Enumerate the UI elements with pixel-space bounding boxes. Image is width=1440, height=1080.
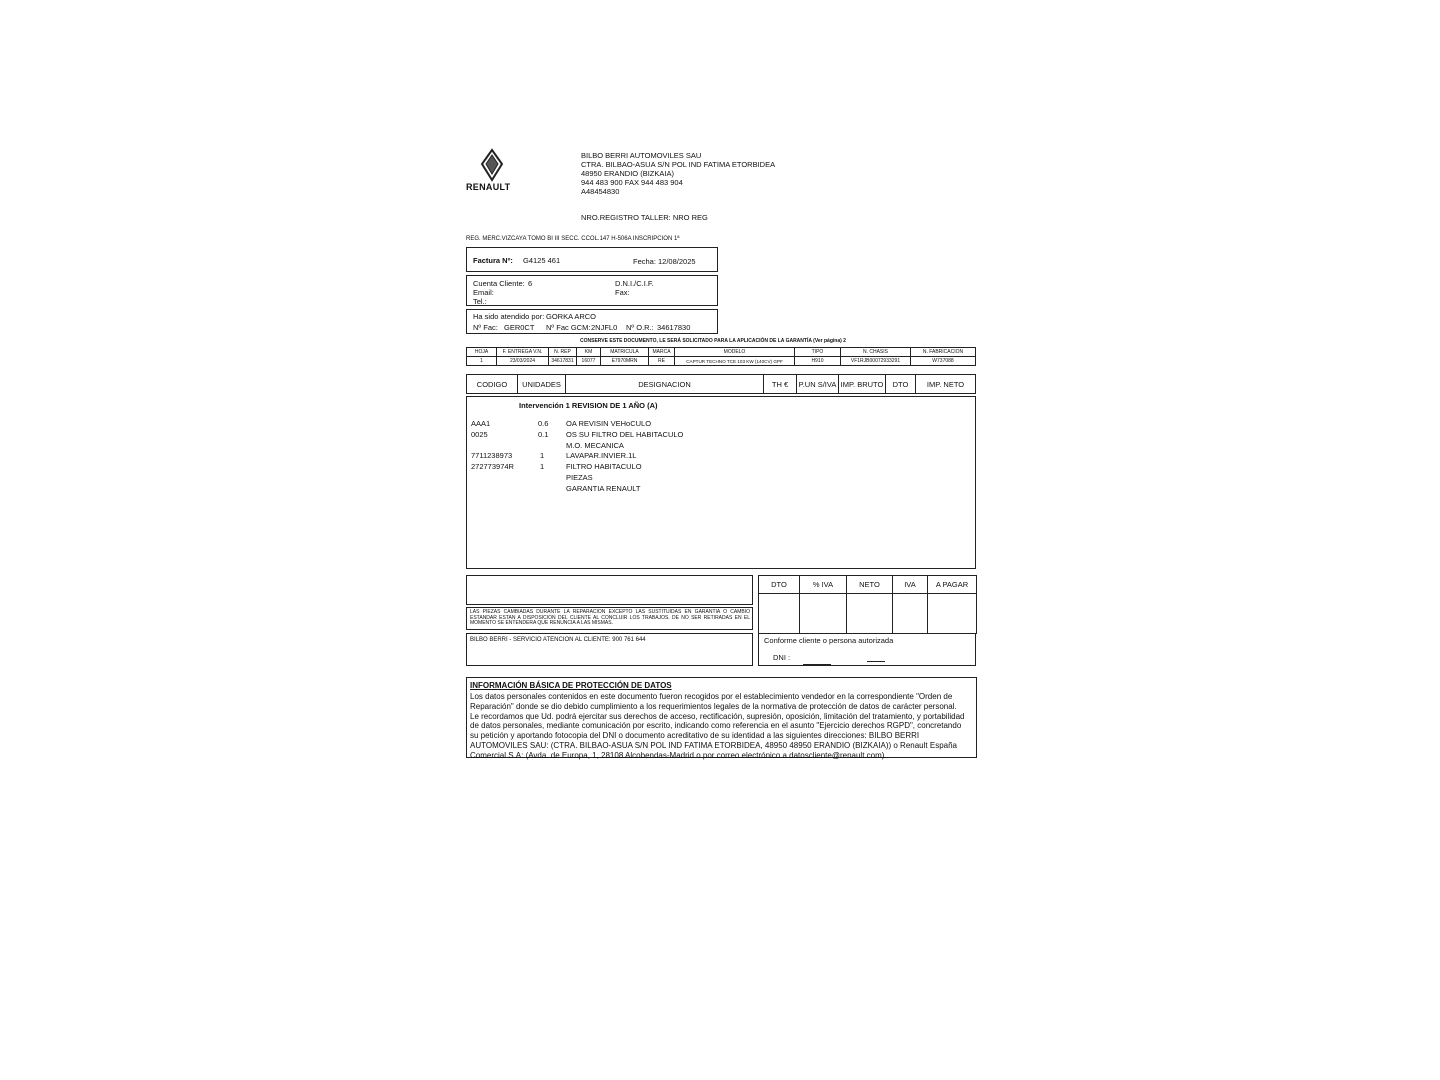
cuenta-value: 6 xyxy=(528,279,533,288)
vehicle-value-row xyxy=(467,357,976,366)
signature-line xyxy=(867,661,885,662)
line-code: 272773974R xyxy=(471,462,514,471)
totals-cell xyxy=(759,594,800,634)
service-box xyxy=(466,633,753,666)
gcm-value: 2NJFL0 xyxy=(591,323,618,332)
service-line: BILBO BERRI - SERVICIO ATENCION AL CLIENTE: 900 761 644 xyxy=(470,637,646,643)
tel-label: Tel.: xyxy=(473,297,487,306)
dni-signature-line xyxy=(803,664,831,665)
fax-label: Fax: xyxy=(615,288,630,297)
warranty-note: CONSERVE ESTE DOCUMENTO, LE SERÁ SOLICITADO PARA LA APLICACIÓN DE LA GARANTÍA (Ver página) 2 xyxy=(580,338,846,344)
vehicle-header: MARCA xyxy=(649,348,675,357)
totals-cell xyxy=(800,594,847,634)
line-desc: PIEZAS xyxy=(566,473,593,482)
data-protection-box xyxy=(466,677,977,758)
totals-header: % IVA xyxy=(800,576,847,594)
lines-body xyxy=(466,396,976,569)
factura-label: Factura Nº: xyxy=(473,256,513,265)
company-cif: A48454830 xyxy=(581,187,620,196)
line-units: 0.6 xyxy=(538,419,549,428)
vehicle-cell: H910 xyxy=(795,357,841,366)
reg-merc: REG. MERC.VIZCAYA TOMO BI III SECC. CCOL.147 H-506A INSCRIPCION 1ª xyxy=(466,236,680,242)
gcm-label: Nº Fac GCM: xyxy=(546,323,591,332)
notes-box xyxy=(466,575,753,605)
col-dto: DTO xyxy=(886,375,916,394)
line-desc: FILTRO HABITACULO xyxy=(566,462,642,471)
vehicle-header: TIPO xyxy=(795,348,841,357)
attended-label: Ha sido atendido por: xyxy=(473,312,545,321)
col-codigo: CODIGO xyxy=(467,375,518,394)
company-city: 48950 ERANDIO (BIZKAIA) xyxy=(581,169,674,178)
vehicle-cell: 1 xyxy=(467,357,497,366)
invoice-box xyxy=(466,247,718,272)
totals-header: NETO xyxy=(847,576,893,594)
or-value: 34617830 xyxy=(657,323,691,332)
totals-cell xyxy=(928,594,977,634)
vehicle-table xyxy=(466,347,976,366)
protection-line: Comercial S.A: (Avda. de Europa, 1, 28108 Alcobendas-Madrid o por correo electrónico a datoscliente@renault.com). xyxy=(470,750,887,760)
or-label: Nº O.R.: xyxy=(626,323,654,332)
vehicle-cell: 34617831 xyxy=(549,357,577,366)
nfac-label: Nº Fac: xyxy=(473,323,498,332)
protection-line: su petición y aportando fotocopia del DNI o documento acreditativo de su identidad a las siguientes direcciones: BILBO BERRI xyxy=(470,731,920,741)
vehicle-header: HOJA xyxy=(467,348,497,357)
totals-cell xyxy=(893,594,928,634)
vehicle-cell: E7970MRN xyxy=(601,357,649,366)
vehicle-header: MODELO xyxy=(675,348,795,357)
protection-line: AUTOMOVILES SAU: (CTRA. BILBAO-ASUA S/N POL IND FATIMA ETORBIDEA, 48950 48950 ERANDIO (BIZKAIA)) o Renault España xyxy=(470,740,957,750)
email-label: Email: xyxy=(473,288,494,297)
vehicle-cell: CAPTUR TECHNO TCE 103 KW (140CV) GPF xyxy=(675,357,795,366)
totals-header: IVA xyxy=(893,576,928,594)
vehicle-header: F. ENTREGA V.N. xyxy=(497,348,549,357)
client-box xyxy=(466,275,718,306)
col-imp-neto: IMP. NETO xyxy=(916,375,976,394)
line-desc: GARANTIA RENAULT xyxy=(566,484,641,493)
company-name: BILBO BERRI AUTOMOVILES SAU xyxy=(581,151,702,160)
line-desc: OS SU FILTRO DEL HABITACULO xyxy=(566,430,684,439)
cuenta-label: Cuenta Cliente: xyxy=(473,279,525,288)
signature-box xyxy=(758,633,976,666)
fecha-label: Fecha: xyxy=(633,257,656,266)
vehicle-cell: 23/03/2024 xyxy=(497,357,549,366)
line-units: 0.1 xyxy=(538,430,549,439)
vehicle-cell: 16077 xyxy=(577,357,601,366)
line-code: AAA1 xyxy=(471,419,491,428)
renault-logo xyxy=(466,148,518,194)
vehicle-header: N. FABRICACION xyxy=(911,348,976,357)
protection-line: Reparación" donde se dio debido cumplimiento a los requerimientos legales de la normativa de protección de datos de carácter personal. xyxy=(470,701,957,711)
col-unidades: UNIDADES xyxy=(518,375,566,394)
conforme-label: Conforme cliente o persona autorizada xyxy=(764,636,894,645)
protection-line: de datos personales, mediante comunicación por escrito, indicando como referencia en el asunto "Ejercicio derechos RGPD", concretando xyxy=(470,721,962,731)
company-phone: 944 483 900 FAX 944 483 904 xyxy=(581,178,683,187)
vehicle-header: KM xyxy=(577,348,601,357)
totals-header: A PAGAR xyxy=(928,576,977,594)
vehicle-cell: RE xyxy=(649,357,675,366)
line-desc: M.O. MECANICA xyxy=(566,441,624,450)
lines-header-table xyxy=(466,374,976,394)
dni-cif-label: D.N.I./C.I.F. xyxy=(615,279,654,288)
factura-value: G4125 461 xyxy=(523,256,561,265)
nfac-value: GER0CT xyxy=(504,323,535,332)
col-pun: P.UN S/IVA xyxy=(797,375,839,394)
col-designacion: DESIGNACION xyxy=(566,375,764,394)
line-desc: OA REVISIN VEHoCULO xyxy=(566,419,652,428)
vehicle-header: MATRICULA xyxy=(601,348,649,357)
totals-table xyxy=(758,575,977,634)
vehicle-header-row xyxy=(467,348,976,357)
intervention-title: Intervención 1 REVISION DE 1 AÑO (A) xyxy=(519,401,658,410)
line-code: 7711238973 xyxy=(471,451,513,460)
vehicle-cell: W737088 xyxy=(911,357,976,366)
vehicle-header: N. CHASIS xyxy=(841,348,911,357)
line-desc: LAVAPAR.INVIER.1L xyxy=(566,451,637,460)
vehicle-cell: VF1RJB00072933291 xyxy=(841,357,911,366)
attended-box xyxy=(466,309,718,334)
renault-diamond-icon xyxy=(466,148,518,182)
protection-line: Los datos personales contenidos en este documento fueron recogidos por el establecimiento vendedor en la correspondiente "Orden de xyxy=(470,692,953,701)
protection-line: Le recordamos que Ud. podrá ejercitar sus derechos de acceso, rectificación, supresión, oposición, limitación del tratamiento, y portabilidad xyxy=(470,711,965,721)
line-units: 1 xyxy=(540,462,545,471)
registro-taller: NRO.REGISTRO TALLER: NRO REG xyxy=(581,213,708,222)
line-units: 1 xyxy=(540,451,545,460)
totals-cell xyxy=(847,594,893,634)
dni-signature-label: DNI : xyxy=(773,653,791,662)
totals-header: DTO xyxy=(759,576,800,594)
fecha-value: 12/08/2025 xyxy=(658,257,696,266)
line-code: 0025 xyxy=(471,430,488,439)
company-address: CTRA. BILBAO-ASUA S/N POL IND FATIMA ETORBIDEA xyxy=(581,160,776,169)
piezas-note-box xyxy=(466,607,753,630)
protection-title: INFORMACIÓN BÁSICA DE PROTECCIÓN DE DATOS xyxy=(470,681,672,690)
vehicle-header: N. REP xyxy=(549,348,577,357)
col-imp-bruto: IMP. BRUTO xyxy=(839,375,886,394)
col-th: TH € xyxy=(764,375,797,394)
attended-name: GORKA ARCO xyxy=(546,312,597,321)
brand-name: RENAULT xyxy=(466,182,511,192)
piezas-note: LAS PIEZAS CAMBIADAS DURANTE LA REPARACION EXCEPTO LAS SUSTITUIDAS EN GARANTIA O CAMBIO ESTANDAR ESTAN A DISPOSICION DEL CLIENTE AL CONCLUIR LOS TRABAJOS. DE NO SER RETIRADAS EN EL MOMENTO SE ENTENDERA QUE RENUNCIA A LAS MISMAS. xyxy=(470,609,750,627)
